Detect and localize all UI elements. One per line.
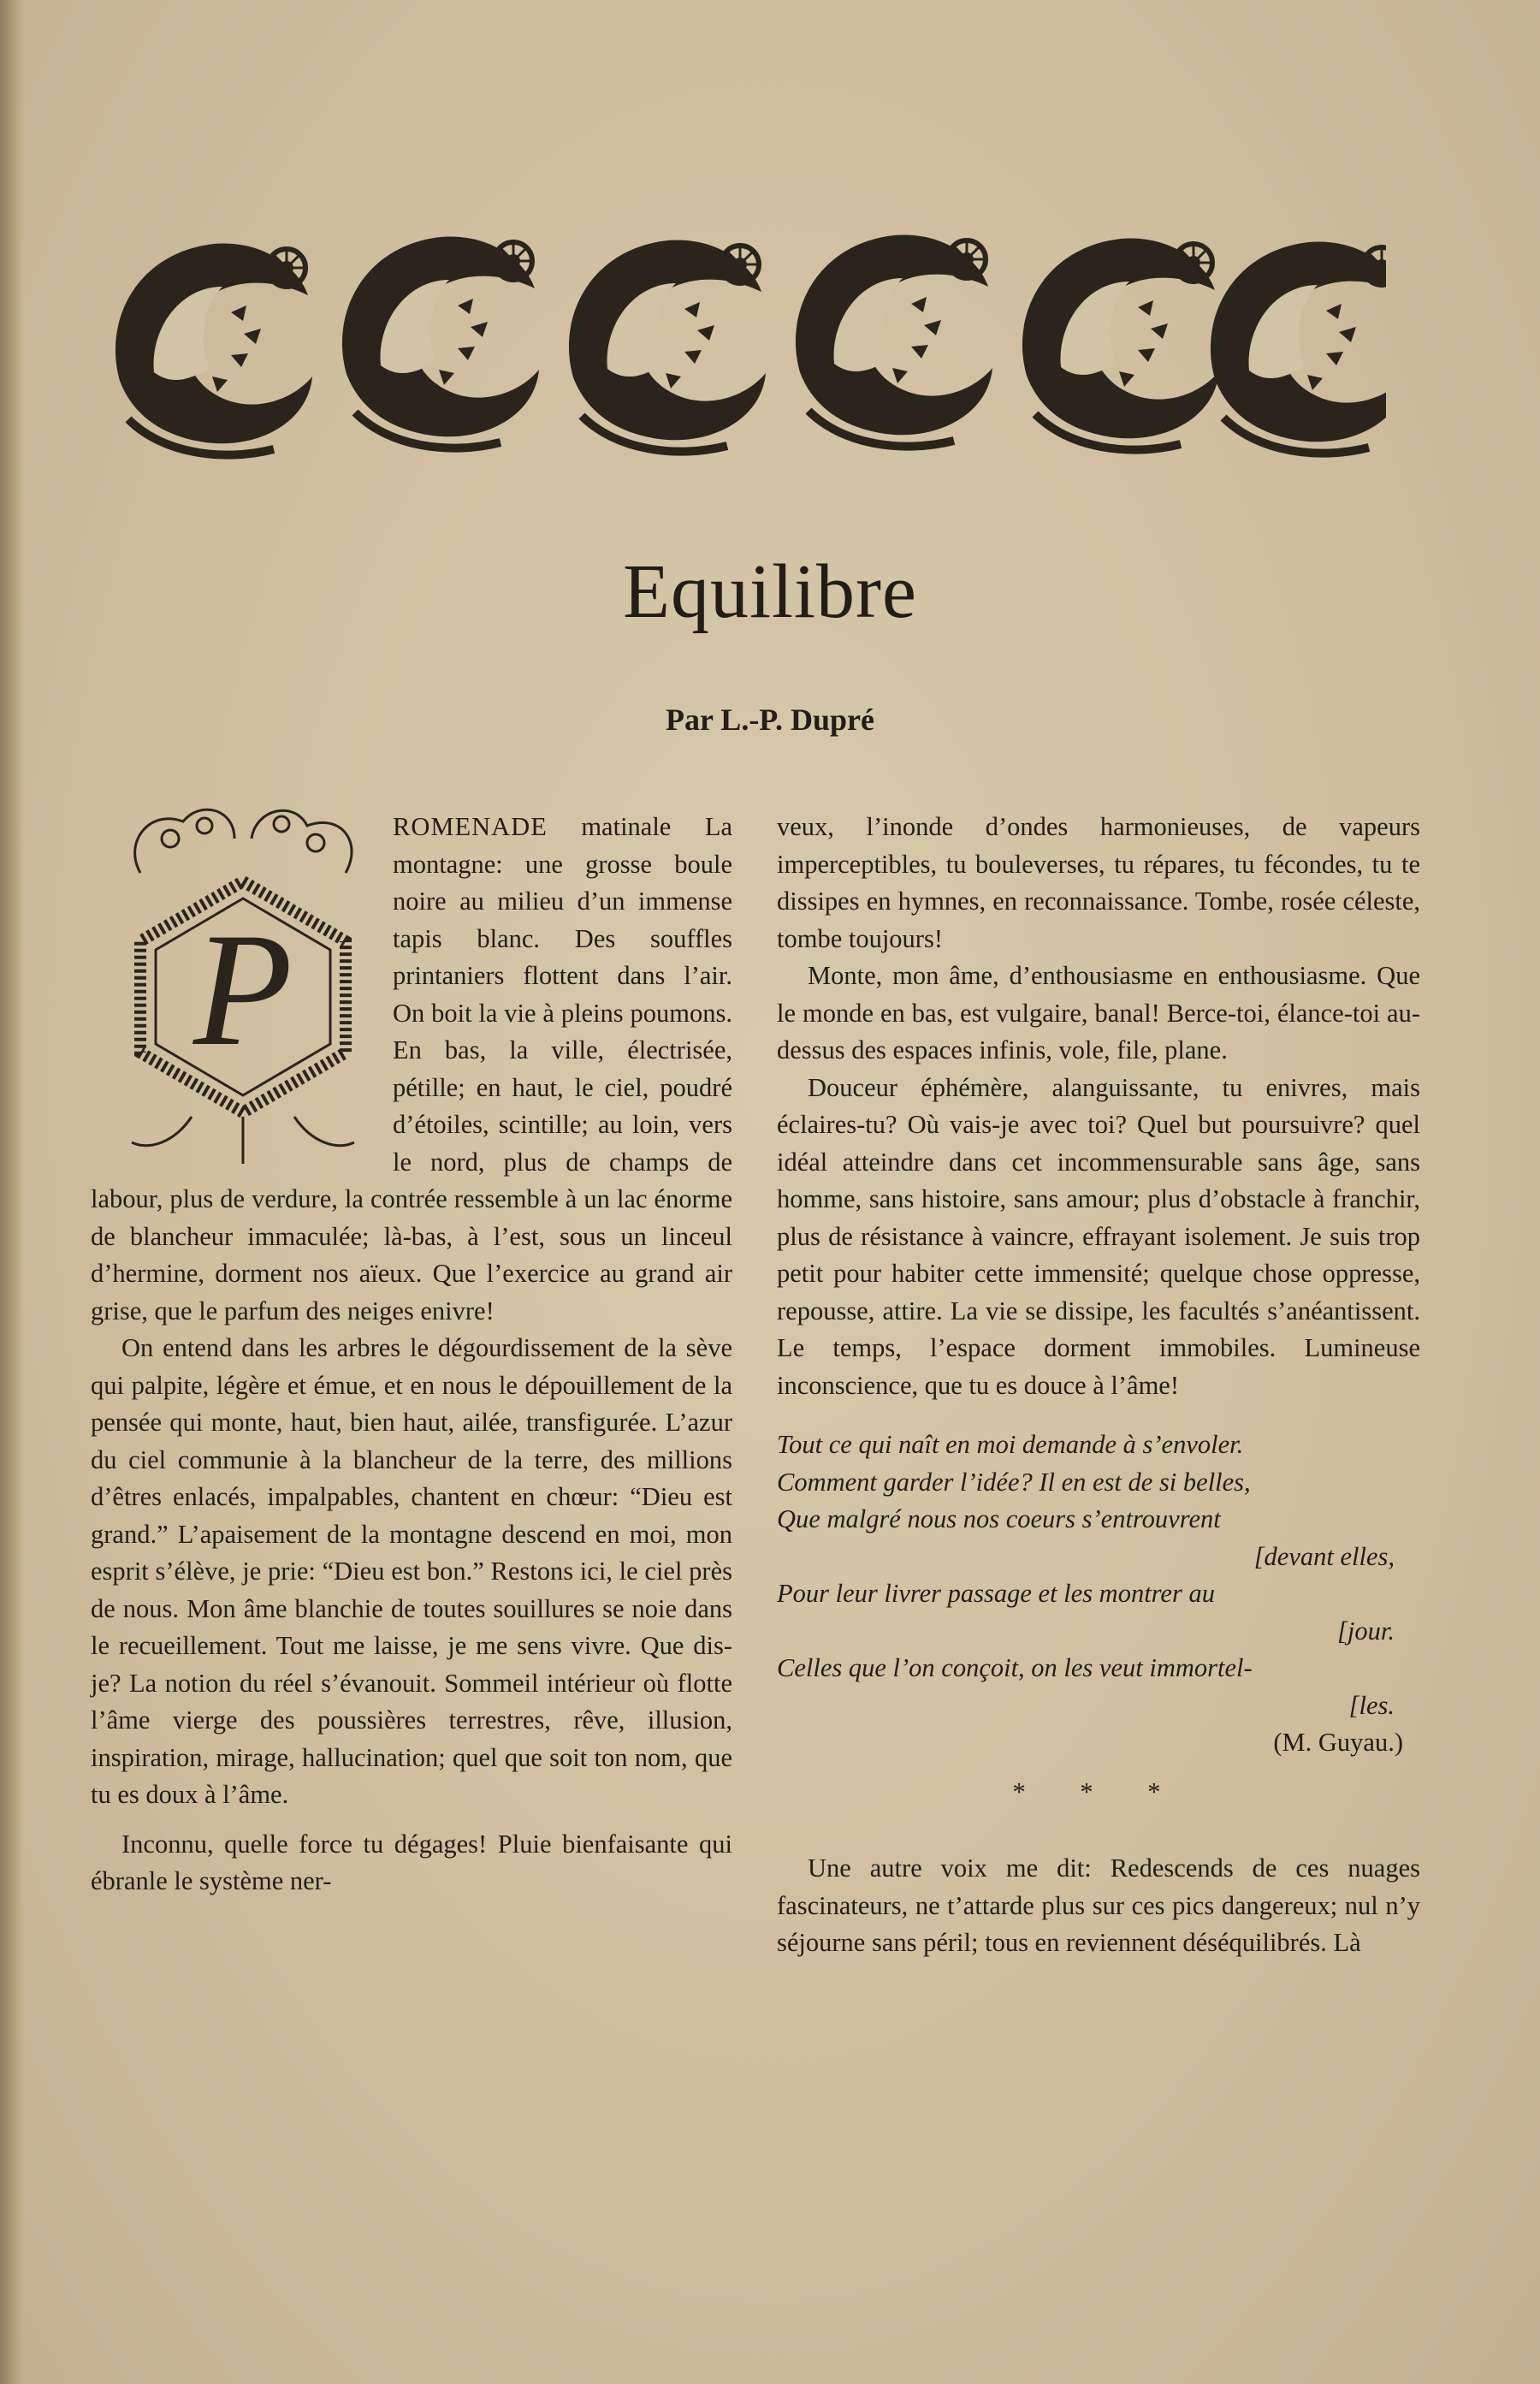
paragraph-7: Une autre voix me dit: Redescends de ces nuages fascinateurs, ne t’attarde plus sur ces pics dangereux; nul n’y séjourne sans péril; tous en reviennent déséquilibrés. Là	[777, 1853, 1420, 1957]
paragraph-1-text: matinale La montagne: une grosse boule noire au milieu d’un immense tapis blanc. Des souffles printaniers flottent dans l’air. On boit la vie à pleins poumons. En bas, la ville, électrisée, pétille; en haut, le ciel, poudré d’étoiles, scintille; au loin, vers le nord, plus de champs de labour, plus de verdure, la contrée ressemble à un lac énorme de blancheur immaculée; là-bas, à l’est, sous un linceul d’hermine, dorment nos aïeux. Que l’exercice au grand air grise, que le parfum des neiges enivre!	[91, 812, 732, 1325]
ornamental-dropcap	[89, 792, 384, 1168]
paragraph-5: Monte, mon âme, d’enthousiasme en enthousiasme. Que le monde en bas, est vulgaire, banal! Berce-toi, élance-toi au-dessus des espaces infinis, vole, file, plane.	[777, 961, 1420, 1064]
paragraph-4: veux, l’inonde d’ondes harmonieuses, de vapeurs imperceptibles, tu bouleverses, tu répares, tu fécondes, tu te dissipes en hymnes, en reconnaissance. Tombe, rosée céleste, tombe toujours!	[777, 812, 1420, 953]
poem-line-1: Tout ce qui naît en moi demande à s’envoler.	[777, 1430, 1244, 1459]
left-column	[91, 809, 732, 1901]
poem-line-2: Comment garder l’idée? Il en est de si belles,	[777, 1467, 1251, 1497]
article-title: Equilibre	[623, 549, 917, 634]
article-byline: Par L.-P. Dupré	[665, 703, 874, 737]
right-column	[777, 809, 1420, 1962]
lead-word: ROMENADE	[393, 812, 548, 841]
page-edge-shadow	[0, 0, 24, 2384]
poem-line-3: Que malgré nous nos coeurs s’entrouvrent	[777, 1504, 1221, 1533]
paragraph-3: Inconnu, quelle force tu dégages! Pluie bienfaisante qui ébranle le système ner-	[91, 1829, 732, 1895]
poem-line-5-continued: [les.	[1348, 1690, 1395, 1720]
poem-line-4-continued: [jour.	[1337, 1616, 1395, 1646]
poem-line-3-continued: [devant elles,	[1253, 1541, 1395, 1571]
paragraph-2: On entend dans les arbres le dégourdissement de la sève qui palpite, légère et émue, et en nous le dépouillement de la pensée qui monte, haut, bien haut, ailée, transfigurée. L’azur du ciel communie à la blancheur de la terre, des millions d’êtres enlacés, impalpables, chantent en chœur: “Dieu est grand.” L’apaisement de la montagne descend en moi, mon esprit s’élève, je prie: “Dieu est bon.” Restons ici, le ciel près de nous. Mon âme blanchie de toutes souillures se noie dans le recueillement. Tout me laisse, je me sens vivre. Que dis-je? La notion du réel s’évanouit. Sommeil intérieur où flotte l’âme vierge des poussières terrestres, rêve, illusion, inspiration, mirage, hallucination; quel que soit ton nom, que tu es doux à l’âme.	[91, 1333, 732, 1809]
poem-attribution: (M. Guyau.)	[1273, 1728, 1403, 1757]
poem-quote	[777, 1426, 1420, 1762]
poem-line-5: Celles que l’on conçoit, on les veut immortel-	[777, 1653, 1253, 1682]
section-separator: * * *	[1012, 1776, 1185, 1806]
paragraph-6: Douceur éphémère, alanguissante, tu enivres, mais éclaires-tu? Où vais-je avec toi? Quel but poursuivre? quel idéal atteindre dans cet incommensurable sans âge, sans homme, sans histoire, sans amour; plus d’obstacle à franchir, plus de résistance à vaincre, effrayant isolement. Je suis trop petit pour habiter cette immensité; quelque chose oppresse, repousse, attire. La vie se dissipe, les facultés s’anéantissent. Le temps, l’espace dorment immobiles. Lumineuse inconscience, que tu es douce à l’âme!	[777, 1072, 1420, 1400]
poem-line-4: Pour leur livrer passage et les montrer au	[777, 1579, 1215, 1608]
dropcap-letter: P	[192, 900, 293, 1080]
floral-banner-ornament	[103, 218, 1386, 475]
